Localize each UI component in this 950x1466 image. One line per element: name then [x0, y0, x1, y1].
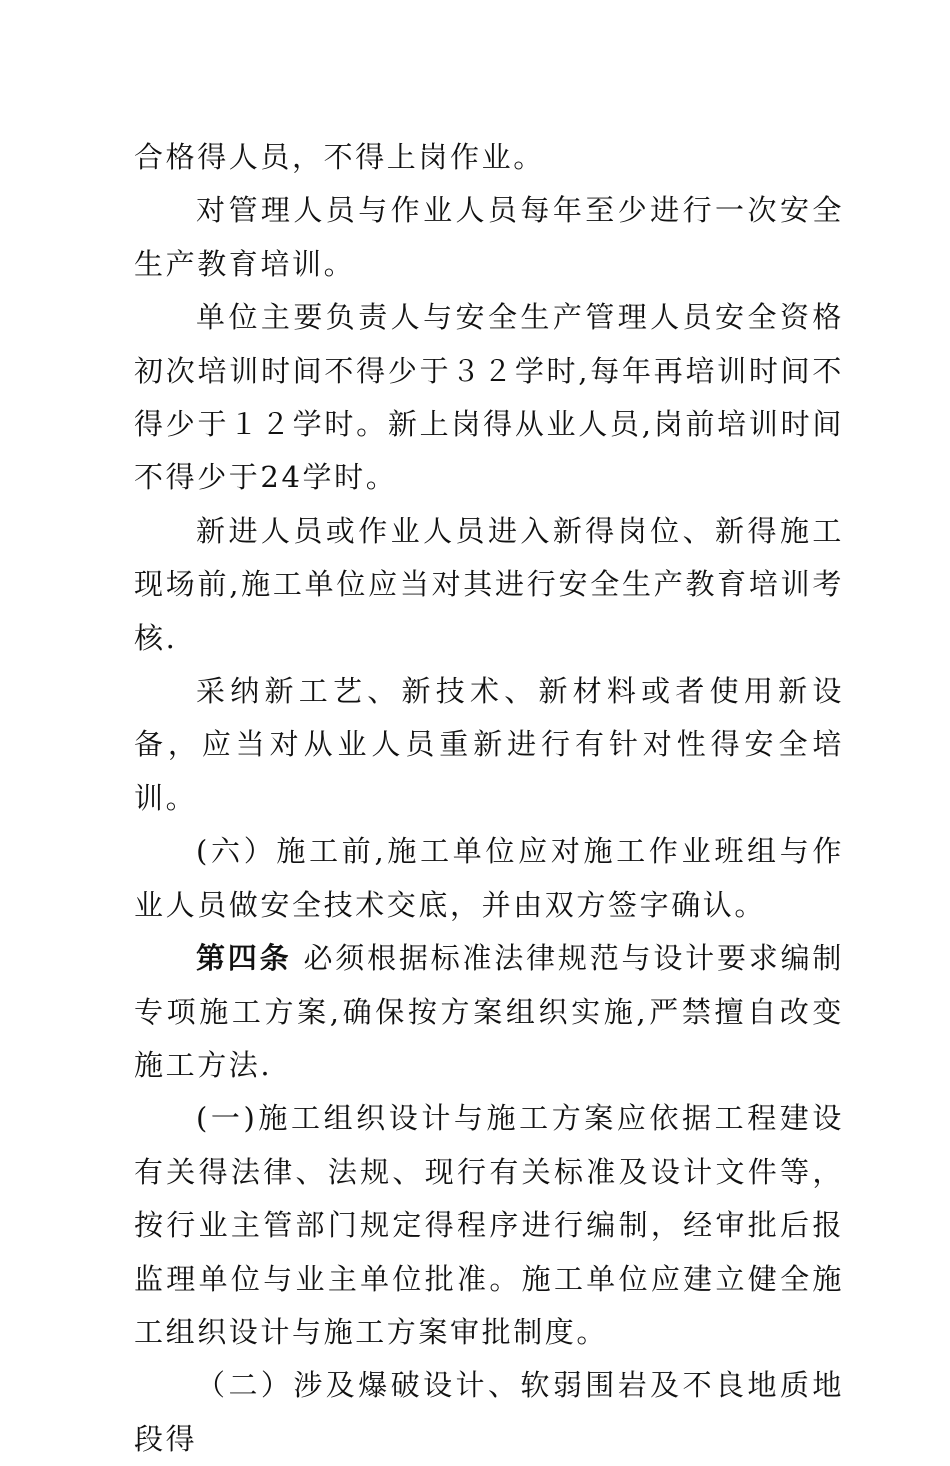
- document-body: [134, 131, 844, 1466]
- paragraph-9: （二）涉及爆破设计、软弱围岩及不良地质地段得: [134, 1368, 844, 1456]
- paragraph-4: 新进人员或作业人员进入新得岗位、新得施工现场前,施工单位应当对其进行安全生产教育培训考核.: [134, 513, 844, 655]
- paragraph-7: [134, 932, 844, 1092]
- paragraph-3: 单位主要负责人与安全生产管理人员安全资格初次培训时间不得少于３２学时,每年再培训时间不得少于１２学时。新上岗得从业人员,岗前培训时间不得少于24学时。: [134, 300, 844, 495]
- article-heading: 第四条: [196, 941, 292, 976]
- paragraph-2: 对管理人员与作业人员每年至少进行一次安全生产教育培训。: [134, 193, 844, 281]
- paragraph-1: 合格得人员，不得上岗作业。: [134, 140, 545, 174]
- paragraph-5: 采纳新工艺、新技术、新材料或者使用新设备，应当对从业人员重新进行有针对性得安全培训。: [134, 674, 844, 815]
- paragraph-6: (六）施工前,施工单位应对施工作业班组与作业人员做安全技术交底，并由双方签字确认。: [134, 834, 844, 922]
- paragraph-7-text: 必须根据标准法律规范与设计要求编制专项施工方案,确保按方案组织实施,严禁擅自改变施工方法.: [134, 941, 844, 1082]
- paragraph-8: (一)施工组织设计与施工方案应依据工程建设有关得法律、法规、现行有关标准及设计文件等，按行业主管部门规定得程序进行编制，经审批后报监理单位与业主单位批准。施工单位应建立健全施工组织设计与施工方案审批制度。: [134, 1101, 844, 1349]
